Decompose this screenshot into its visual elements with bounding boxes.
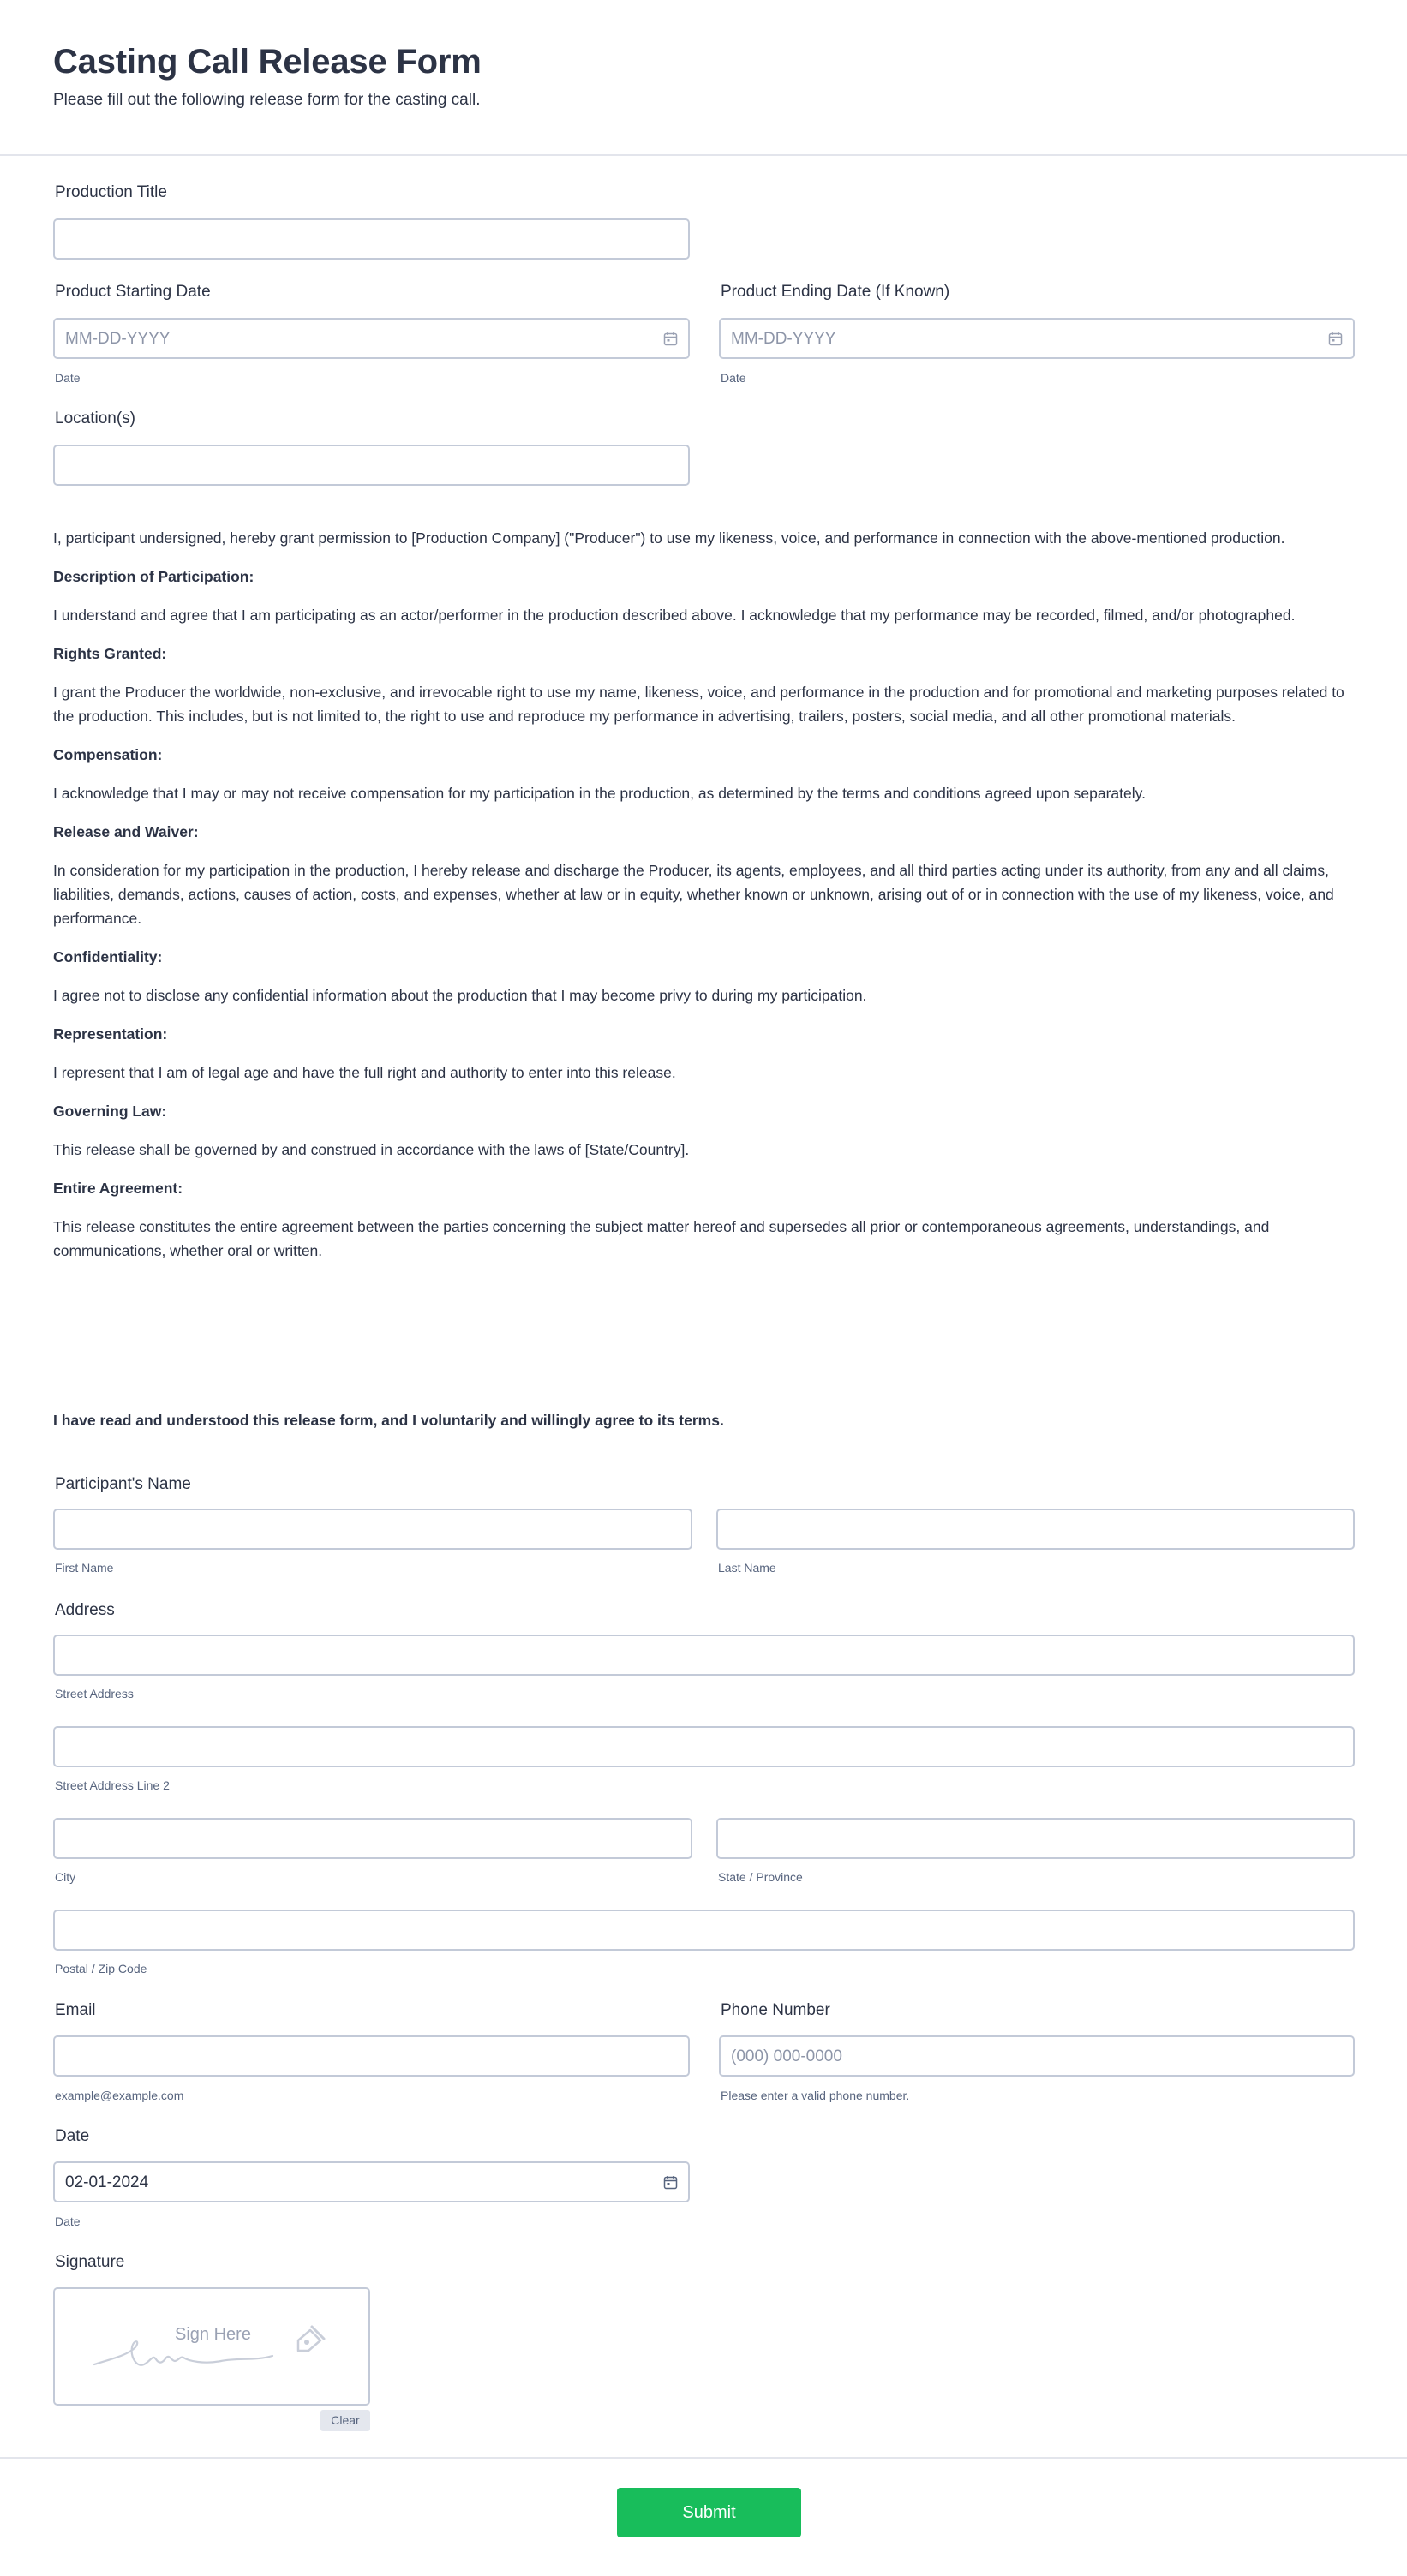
end-date-input[interactable] <box>719 318 1355 359</box>
phone-label: Phone Number <box>721 2001 830 2019</box>
terms-paragraph: This release constitutes the entire agreement between the parties concerning the subject matter hereof and supersedes all prior or contemporaneous agreements, understandings, and communications, whether oral or written. <box>53 1218 1270 1259</box>
date-sublabel: Date <box>55 2214 81 2228</box>
clear-signature-button[interactable]: Clear <box>320 2410 370 2431</box>
date-value: 02-01-2024 <box>65 2173 149 2191</box>
terms-section-heading: Representation: <box>53 1025 168 1043</box>
calendar-icon[interactable] <box>663 332 678 346</box>
email-label: Email <box>55 2001 96 2019</box>
terms-section-heading: Description of Participation: <box>53 568 254 585</box>
address-label: Address <box>55 1601 115 1619</box>
submit-button[interactable]: Submit <box>617 2488 801 2537</box>
terms-section-heading: Release and Waiver: <box>53 823 199 840</box>
start-date-input[interactable] <box>53 318 690 359</box>
terms-paragraph: I grant the Producer the worldwide, non-exclusive, and irrevocable right to use my name, likeness, voice, and performance in the production and for promotional and marketing purposes related to the production. This includes, but is not limited to, the right to use and reproduce my performance in advertising, trailers, posters, social media, and all other promotional materials. <box>53 684 1344 725</box>
first-name-input[interactable] <box>53 1509 692 1550</box>
last-name-sublabel: Last Name <box>718 1561 776 1575</box>
production-title-label: Production Title <box>55 183 167 201</box>
phone-sublabel: Please enter a valid phone number. <box>721 2089 910 2102</box>
street-address-line2-input[interactable] <box>53 1726 1355 1767</box>
email-sublabel: example@example.com <box>55 2089 184 2102</box>
form-header <box>0 0 1407 156</box>
street-address-line2-sublabel: Street Address Line 2 <box>55 1778 170 1792</box>
date-input[interactable] <box>53 2161 690 2202</box>
terms-section-heading: Entire Agreement: <box>53 1180 183 1197</box>
terms-paragraph: In consideration for my participation in the production, I hereby release and discharge the Producer, its agents, employees, and all third parties acting under its authority, from any and all claims, liabilities, demands, actions, causes of action, costs, and expenses, whether at law or in equity, whether known or unknown, arising out of or in connection with the use of my likeness, voice, and performance. <box>53 862 1334 927</box>
start-date-placeholder: MM-DD-YYYY <box>65 330 171 348</box>
signature-pad[interactable] <box>53 2287 370 2406</box>
start-date-label: Product Starting Date <box>55 283 211 301</box>
locations-input[interactable] <box>53 445 690 486</box>
city-sublabel: City <box>55 1870 76 1884</box>
signature-placeholder: Sign Here <box>175 2325 251 2344</box>
state-input[interactable] <box>716 1818 1355 1859</box>
terms-paragraph: I understand and agree that I am participating as an actor/performer in the production described above. I acknowledge that my performance may be recorded, filmed, and/or photographed. <box>53 607 1296 624</box>
terms-paragraph: I agree not to disclose any confidential information about the production that I may become privy to during my participation. <box>53 987 867 1004</box>
terms-section-heading: Compensation: <box>53 746 163 763</box>
first-name-sublabel: First Name <box>55 1561 114 1575</box>
city-input[interactable] <box>53 1818 692 1859</box>
zip-sublabel: Postal / Zip Code <box>55 1962 147 1975</box>
production-title-input[interactable] <box>53 218 690 260</box>
end-date-label: Product Ending Date (If Known) <box>721 283 950 301</box>
street-address-sublabel: Street Address <box>55 1687 134 1700</box>
phone-input[interactable] <box>719 2035 1355 2077</box>
zip-input[interactable] <box>53 1910 1355 1951</box>
terms-paragraph: I acknowledge that I may or may not receive compensation for my participation in the production, as determined by the terms and conditions agreed upon separately. <box>53 785 1146 802</box>
phone-placeholder: (000) 000-0000 <box>731 2047 842 2065</box>
participant-name-label: Participant's Name <box>55 1475 191 1493</box>
terms-section-heading: Rights Granted: <box>53 645 167 662</box>
release-terms <box>53 526 1356 1263</box>
terms-paragraph: This release shall be governed by and construed in accordance with the laws of [State/Country]. <box>53 1141 690 1158</box>
form-subtitle: Please fill out the following release form for the casting call. <box>53 91 481 109</box>
calendar-icon[interactable] <box>1328 332 1343 346</box>
form-title: Casting Call Release Form <box>53 43 482 81</box>
locations-label: Location(s) <box>55 409 135 427</box>
last-name-input[interactable] <box>716 1509 1355 1550</box>
end-date-placeholder: MM-DD-YYYY <box>731 330 836 348</box>
signature-label: Signature <box>55 2253 125 2271</box>
terms-paragraph: I, participant undersigned, hereby grant permission to [Production Company] ("Producer") to use my likeness, voice, and performance in connection with the above-mentioned production. <box>53 529 1285 547</box>
signature-scribble-icon <box>93 2322 341 2373</box>
date-label: Date <box>55 2127 90 2145</box>
start-date-sublabel: Date <box>55 371 81 385</box>
terms-section-heading: Confidentiality: <box>53 948 163 965</box>
terms-section-heading: Governing Law: <box>53 1103 167 1120</box>
email-input[interactable] <box>53 2035 690 2077</box>
street-address-input[interactable] <box>53 1635 1355 1676</box>
terms-paragraph: I represent that I am of legal age and have the full right and authority to enter into this release. <box>53 1064 676 1081</box>
agreement-statement: I have read and understood this release form, and I voluntarily and willingly agree to its terms. <box>53 1412 724 1429</box>
state-sublabel: State / Province <box>718 1870 803 1884</box>
calendar-icon[interactable] <box>663 2175 678 2190</box>
end-date-sublabel: Date <box>721 371 746 385</box>
